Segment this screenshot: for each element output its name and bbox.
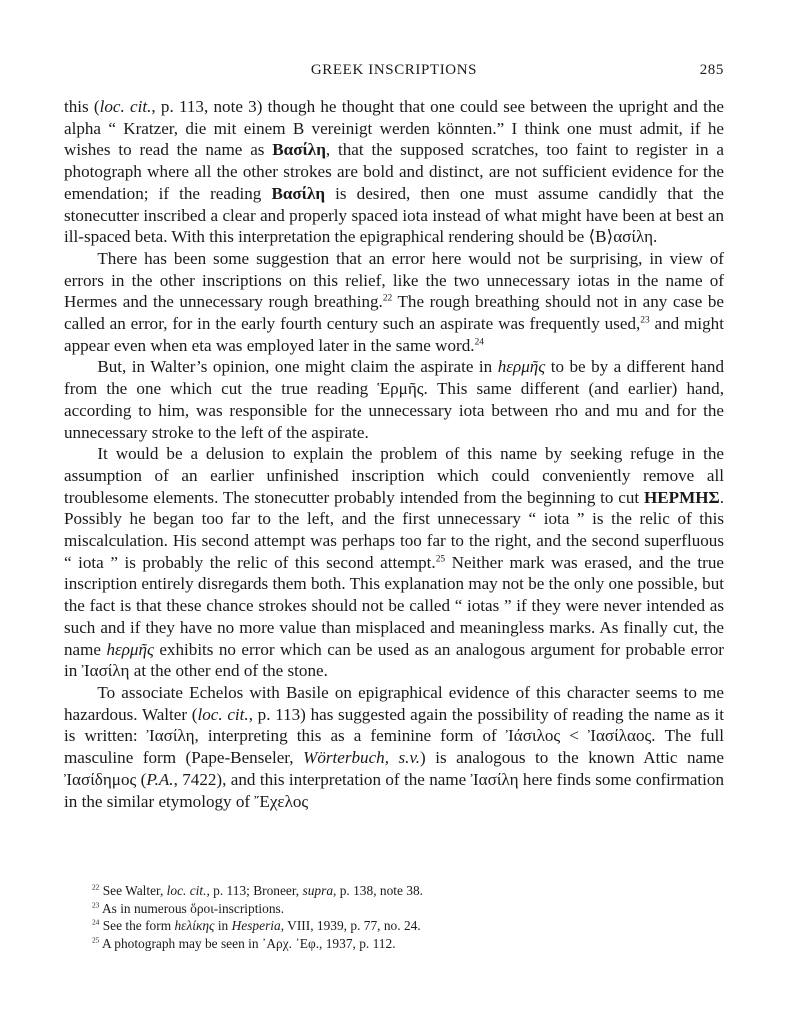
running-title: GREEK INSCRIPTIONS [310, 62, 478, 78]
text-run: , p. 113) has suggested again the possibility of reading the name as it is written: Ἰασίλη, interpreting this as a feminine form of Ἰάσιλος < Ἰασίλαος. The full masculine form (Pape-Benseler, [64, 704, 724, 768]
text-run: Βασίλη [272, 140, 326, 160]
page-number: 285 [699, 62, 724, 78]
text-run: Neither mark was erased, and the true inscription entirely disregards them both. This explanation may not be the only one possible, but the fact is that these chance strokes should not be called “ iotas ” if they were never intended as such and if they have no more value than misplaced and meaningless marks. As finally cut, the name [64, 552, 724, 659]
text-run: supra [302, 883, 334, 898]
footnote [92, 900, 722, 918]
text-run: To associate Echelos with Basile on epigraphical evidence of this character seems to me hazardous. Walter ( [64, 682, 724, 724]
text-run: to be by a different hand from the one which cut the true reading Ἑρμῆς. This same different (and earlier) hand, according to him, was responsible for the unnecessary iota between rho and mu and for the unnecessary stroke to the left of the aspirate. [64, 357, 724, 442]
paragraph [64, 443, 724, 682]
text-run: , p. 113, note 3) though he thought that one could see between the upright and the alpha “ Kratzer, die mit einem B vereinigt werden könnten.” I think one must admit, if he wishes to read the name as [64, 97, 724, 160]
text-run: and might appear even when eta was employed later in the same word. [64, 314, 724, 355]
text-run: , VIII, 1939, p. 77, no. 24. [280, 918, 421, 934]
text-run: , p. 138, note 38. [333, 883, 424, 898]
text-run: . Possibly he began too far to the left, and the first unnecessary “ iota ” is the relic of this miscalculation. His second attempt was perhaps too far to the right, and the second superfluous “ iota ” is probably the relic of this second attempt. [64, 487, 724, 572]
text-run: is desired, then one must assume candidly that the stonecutter inscribed a clear and properly spaced iota instead of what might have been at best an ill-spaced beta. With this interpretation the epigraphical rendering should be ⟨B⟩ασίλη. [64, 183, 724, 247]
text-run: loc. cit. [99, 97, 152, 116]
footnote-marker: 25 [435, 554, 446, 565]
paragraph [64, 96, 724, 248]
main-text [64, 96, 724, 812]
text-run: As in numerous ὅροι-inscriptions. [99, 900, 285, 916]
page-header [64, 62, 724, 86]
footnote-marker: 24 [92, 917, 100, 927]
paragraph [64, 356, 724, 443]
text-run: exhibits no error which can be used as an analogous argument for probable error in Ἰασίλη at the other end of the stone. [64, 639, 724, 681]
text-run: ) is analogous to the known Attic name Ἰασίδημος ( [64, 748, 724, 789]
footnote [92, 917, 722, 935]
footnote-marker: 24 [474, 337, 484, 348]
footnote [92, 882, 722, 900]
text-run: See Walter, [99, 883, 167, 898]
footnote-marker: 22 [382, 293, 393, 304]
text-run: hερμῆς [497, 357, 546, 377]
footnote-marker: 25 [92, 935, 100, 945]
text-run: There has been some suggestion that an error here would not be surprising, in view of errors in the other inscriptions on this relief, like the two unnecessary iotas in the name of Hermes and the unnecessary rough breathing. [64, 248, 724, 312]
text-run: See the form [99, 918, 175, 934]
text-run: hερμῆς [106, 639, 154, 659]
text-run: , that the supposed scratches, too faint to register in a photograph where all the other strokes are bold and distinct, are not sufficient evidence for the emendation; if the reading [64, 140, 724, 203]
text-run: P.A. [146, 769, 174, 789]
text-run: It would be a delusion to explain the problem of this name by seeking refuge in the assumption of an earlier unfinished inscription which could conveniently remove all troublesome elements. The stonecutter probably intended from the beginning to cut [64, 444, 724, 507]
text-run: Βασίλη [271, 183, 326, 203]
text-run: , 7422), and this interpretation of the name Ἰασίλη here finds some confirmation in the similar etymology of Ἔχελος [64, 769, 724, 811]
text-run: A photograph may be seen in ᾽Αρχ. ᾽Εφ., 1937, p. 112. [99, 935, 396, 951]
text-run: But, in Walter’s opinion, one might claim the aspirate in [97, 357, 498, 377]
footnotes [92, 882, 722, 952]
text-run: hελίκης [174, 918, 215, 934]
paragraph [64, 248, 724, 357]
text-run: Wörterbuch, s.v. [303, 748, 421, 768]
text-run: The rough breathing should not in any case be called an error, for in the early fourth century such an aspirate was frequently used, [64, 292, 724, 334]
footnote [92, 935, 722, 953]
text-run: , p. 113; Broneer, [206, 883, 303, 898]
text-run: loc. cit. [166, 883, 207, 898]
footnote-marker: 22 [92, 882, 100, 892]
text-run: Hesperia [231, 918, 281, 934]
text-run: in [214, 918, 232, 934]
footnote-marker: 23 [92, 900, 100, 910]
paragraph [64, 682, 724, 812]
text-run: ΗΕΡΜΗΣ [643, 487, 720, 507]
text-run: loc. cit. [197, 704, 249, 724]
text-run: this ( [64, 97, 100, 116]
footnote-marker: 23 [640, 315, 650, 326]
